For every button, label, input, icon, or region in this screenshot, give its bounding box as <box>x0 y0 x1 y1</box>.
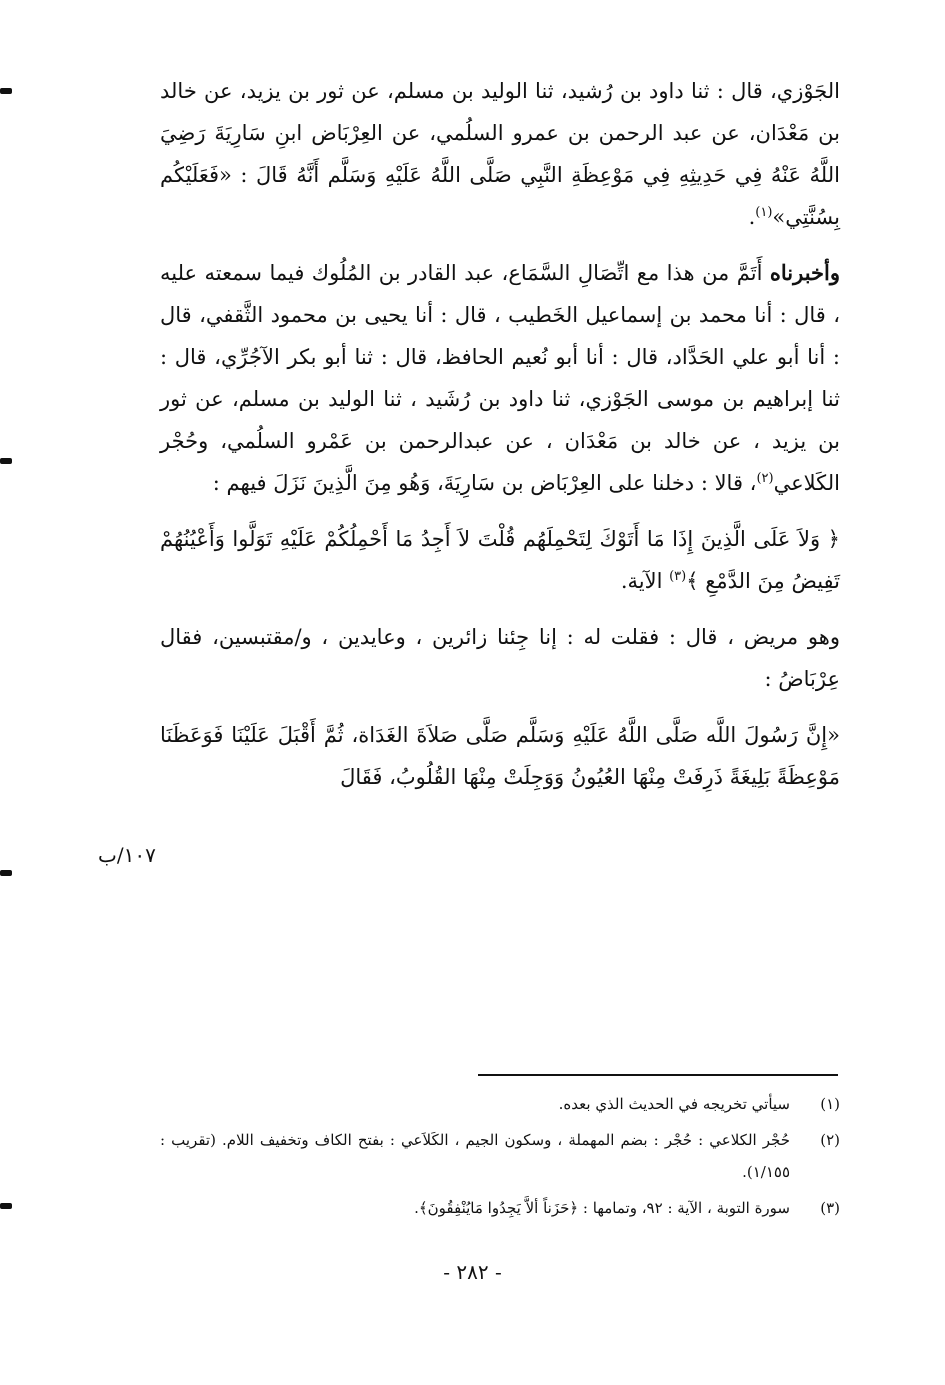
paragraph-text: الجَوْزي، قال : ثنا داود بن رُشيد، ثنا الوليد بن مسلم، عن ثور بن يزيد، عن خالد بن مَعْدَان، عن عبد الرحمن بن عمرو السلُمي، عن العِرْبَاض ابنِ سَارِيَةَ رَضِيَ اللَّهُ عَنْهُ فِي حَدِيثِهِ فِي مَوْعِظَةِ النَّبِي صَلَّى اللَّهُ عَلَيْهِ وَسَلَّم أَنَّهُ قَالَ : «فَعَلَيْكُم بِسُنَّتِي» <box>160 79 840 229</box>
footnote-text: حُجْر الكلاعي : حُجْر : بضم المهملة ، وسكون الجيم ، الكَلاَعي : بفتح الكاف وتخفيف اللام. (تقريب : ١/١٥٥). <box>160 1131 790 1181</box>
footnote-number: (٣) <box>820 1199 840 1217</box>
footnote-text: سيأتي تخريجه في الحديث الذي بعده. <box>558 1095 790 1113</box>
paragraph-tail: . <box>748 205 756 229</box>
paragraph <box>160 70 840 238</box>
paragraph <box>160 714 840 798</box>
paragraph-text: أَتَمَّ من هذا مع اتِّصَالِ السَّمَاع، عبد القادر بن المُلُوك فيما سمعته عليه ، قال : أنا محمد بن إسماعيل الخَطيب ، قال : أنا يحيى بن محمود الثَّقفي، قال : أنا أبو علي الحَدَّاد، قال : أنا أبو نُعيم الحافظ، قال : ثنا أبو بكر الآجُرِّي، قال : ثنا إبراهيم بن موسى الجَوْزي، ثنا داود بن رُشَيد ، ثنا الوليد بن مسلم، عن ثور بن يزيد ، عن خالد بن مَعْدَان ، عن عبدالرحمن بن عَمْرو السلُمي، وحُجْر الكَلاعي <box>160 261 840 495</box>
footnote <box>160 1192 840 1224</box>
verse-tail: الآية. <box>620 569 670 593</box>
paragraph-text: «إِنَّ رَسُولَ اللَّه صَلَّى اللَّهُ عَلَيْهِ وَسَلَّم صَلَّى صَلاَةَ الغَدَاة، ثُمَّ أَقْبَلَ عَلَيْنَا فَوَعَظَنَا مَوْعِظَةً بَلِيغَةً ذَرِفَتْ مِنْهَا العُيُونُ وَوَجِلَتْ مِنْهَا القُلُوبُ، فَقَالَ <box>160 723 840 789</box>
footnote-ref: (٣) <box>669 569 687 584</box>
folio-marker: ١٠٧/ب <box>98 843 156 867</box>
scan-edge-mark <box>0 88 12 94</box>
paragraph <box>160 252 840 504</box>
scan-edge-mark <box>0 870 12 876</box>
quran-verse <box>160 518 840 602</box>
main-text <box>160 70 840 812</box>
footnote-ref: (١) <box>755 205 773 220</box>
paragraph <box>160 616 840 700</box>
paragraph-text: وهو مريض ، قال : فقلت له : إنا جِئنا زائرين ، وعايدين ، و/مقتبسين، فقال عِرْبَاضُ : <box>160 625 840 691</box>
footnote <box>160 1124 840 1188</box>
footnote-number: (١) <box>820 1095 840 1113</box>
footnote-divider <box>478 1074 838 1076</box>
scan-edge-mark <box>0 458 12 464</box>
scan-edge-mark <box>0 1203 12 1209</box>
footnote-number: (٢) <box>820 1131 840 1149</box>
footnotes <box>160 1088 840 1228</box>
paragraph-lead: وأخبرناه <box>769 260 840 285</box>
footnote-ref: (٢) <box>756 471 774 486</box>
footnote-text: سورة التوبة ، الآية : ٩٢، وتمامها : ﴿حَزَناً ألاَّ يَجِدُوا مَايُنْفِقُونَ﴾. <box>414 1199 790 1217</box>
footnote <box>160 1088 840 1120</box>
page-number: - ٢٨٢ - <box>443 1260 502 1284</box>
verse-text: ﴿ وَلاَ عَلَى الَّذِينَ إِذَا مَا أَتَوْكَ لِتَحْمِلَهُم قُلْتَ لاَ أَجِدُ مَا أَحْمِلُكُمْ عَلَيْهِ تَوَلَّوا وَأَعْيُنُهُمْ تَفِيضُ مِنَ الدَّمْعِ ﴾ <box>160 527 840 593</box>
paragraph-tail: ، قالا : دخلنا على العِرْبَاض بن سَارِيَةَ، وَهُو مِنَ الَّذِينَ نَزَلَ فيهم : <box>212 471 757 495</box>
